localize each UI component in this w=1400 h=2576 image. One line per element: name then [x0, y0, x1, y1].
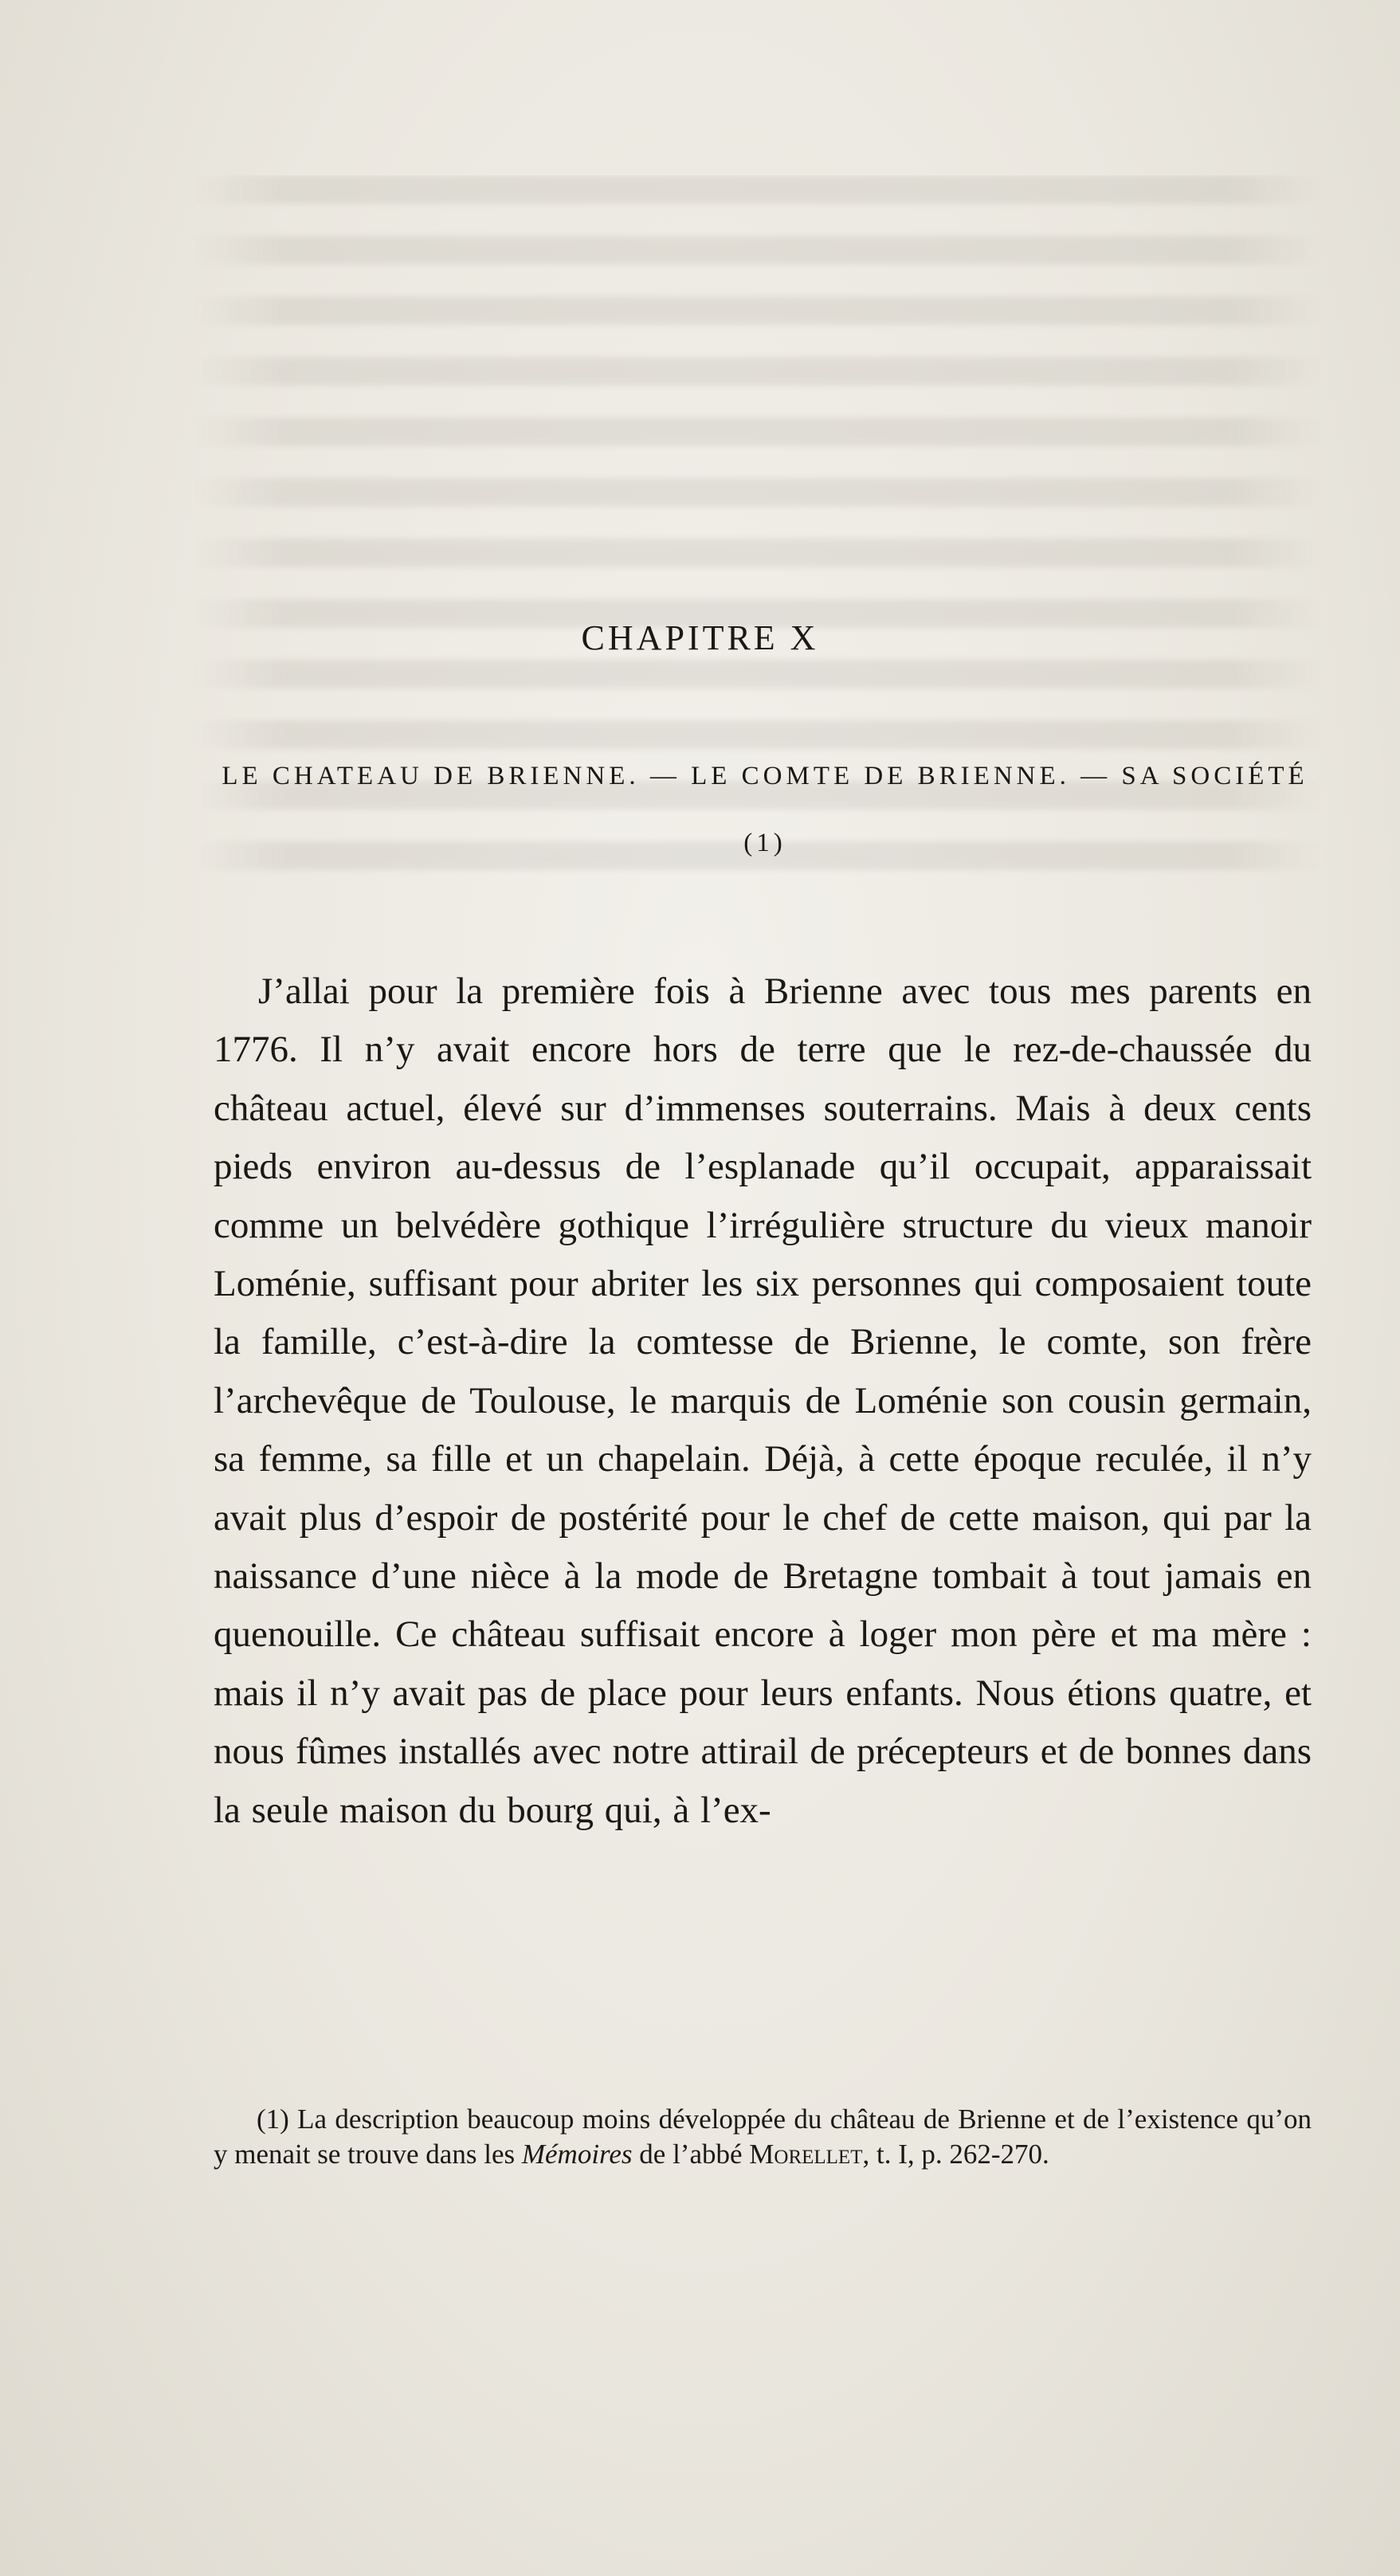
footnote-work-title: Mémoires	[521, 2139, 633, 2170]
footnote-author: Morellet	[749, 2139, 863, 2170]
chapter-title: CHAPITRE X	[581, 618, 819, 657]
footnote-text-middle: de l’abbé	[632, 2139, 750, 2170]
body-paragraph: J’allai pour la première fois à Brienne avec tous mes parents en 1776. Il n’y avait encore hors de terre que le rez-de-chaussée du château actuel, élevé sur d’immenses souterrains. Mais à deux cents pieds environ au-dessus de l’esplanade qu’il occupait, apparaissait comme un belvédère gothique l’irrégulière structure du vieux manoir Loménie, suffisant pour abriter les six personnes qui composaient toute la famille, c’est-à-dire la comtesse de Brienne, le comte, son frère l’archevêque de Toulouse, le marquis de Loménie son cousin germain, sa femme, sa fille et un chapelain. Déjà, à cette époque reculée, il n’y avait plus d’espoir de postérité pour le chef de cette maison, qui par la naissance d’une nièce à la mode de Bretagne tombait à tout jamais en quenouille. Ce château suffisait encore à loger mon père et ma mère : mais il n’y avait pas de place pour leurs enfants. Nous étions quatre, et nous fûmes installés avec notre attirail de précepteurs et de bonnes dans la seule maison du bourg qui, à l’ex-	[214, 970, 1312, 1831]
footnote-text-before: (1) La description beaucoup moins développée du château de Brienne et de l’existence qu’on y menait se trouve dans les	[214, 2104, 1312, 2170]
chapter-subtitle: LE CHATEAU DE BRIENNE. — LE COMTE DE BRIENNE. — SA SOCIÉTÉ (1)	[222, 762, 1308, 857]
footnote-text-after: , t. I, p. 262-270.	[862, 2139, 1049, 2170]
footnote	[214, 2102, 1312, 2172]
